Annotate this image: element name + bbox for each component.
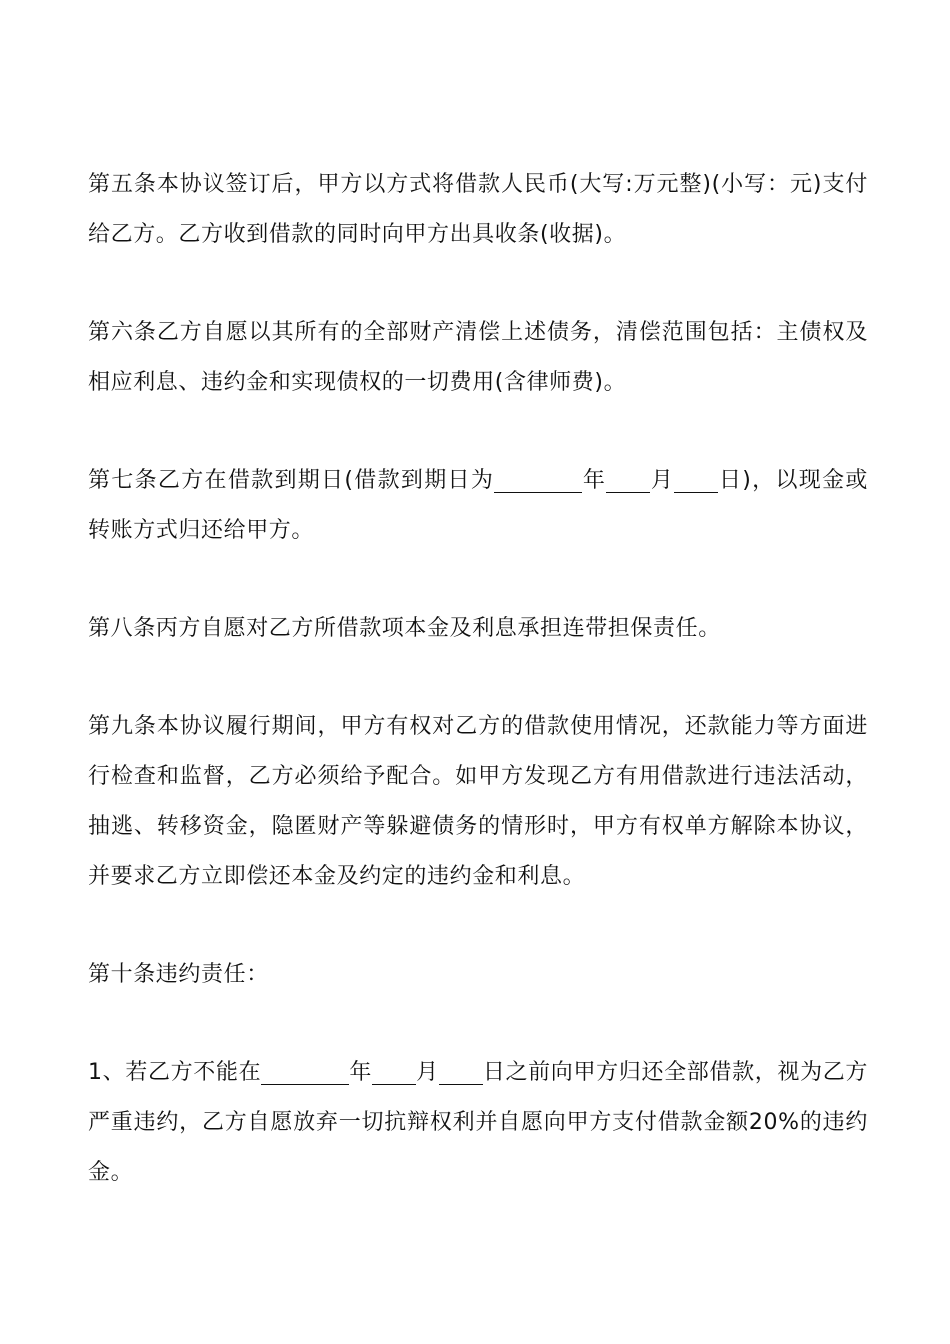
day-blank — [674, 468, 718, 493]
article-10-clause-1 — [88, 1048, 868, 1198]
day-blank — [439, 1060, 483, 1085]
year-blank — [494, 468, 582, 493]
clause-1-prefix: 1、若乙方不能在 — [88, 1060, 262, 1085]
article-7-suffix: 日)，以现金或转账方式归还给甲方。 — [88, 468, 868, 543]
article-7 — [88, 456, 868, 556]
article-8 — [88, 604, 868, 654]
month-blank — [606, 468, 650, 493]
article-10 — [88, 950, 868, 1000]
article-8-text: 第八条丙方自愿对乙方所借款项本金及利息承担连带担保责任。 — [88, 616, 721, 641]
article-9-text: 第九条本协议履行期间，甲方有权对乙方的借款使用情况，还款能力等方面进行检查和监督，乙方必须给予配合。如甲方发现乙方有用借款进行违法活动，抽逃、转移资金，隐匿财产等躲避债务的情形时，甲方有权单方解除本协议，并要求乙方立即偿还本金及约定的违约金和利息。 — [88, 714, 868, 889]
month-label: 月 — [650, 468, 675, 493]
article-10-heading: 第十条违约责任： — [88, 962, 269, 987]
article-6-text: 第六条乙方自愿以其所有的全部财产清偿上述债务，清偿范围包括：主债权及相应利息、违约金和实现债权的一切费用(含律师费)。 — [88, 320, 868, 395]
document-body — [88, 160, 868, 1246]
article-7-prefix: 第七条乙方在借款到期日(借款到期日为 — [88, 468, 495, 493]
year-blank — [261, 1060, 349, 1085]
article-5 — [88, 160, 868, 260]
month-blank — [372, 1060, 416, 1085]
clause-1-suffix: 日之前向甲方归还全部借款，视为乙方严重违约，乙方自愿放弃一切抗辩权利并自愿向甲方支付借款金额20%的违约金。 — [88, 1060, 869, 1185]
article-6 — [88, 308, 868, 408]
article-9 — [88, 702, 868, 902]
article-5-text: 第五条本协议签订后，甲方以方式将借款人民币(大写:万元整)(小写：元)支付给乙方。乙方收到借款的同时向甲方出具收条(收据)。 — [88, 172, 868, 247]
year-label: 年 — [582, 468, 607, 493]
month-label: 月 — [416, 1060, 439, 1085]
year-label: 年 — [349, 1060, 373, 1085]
